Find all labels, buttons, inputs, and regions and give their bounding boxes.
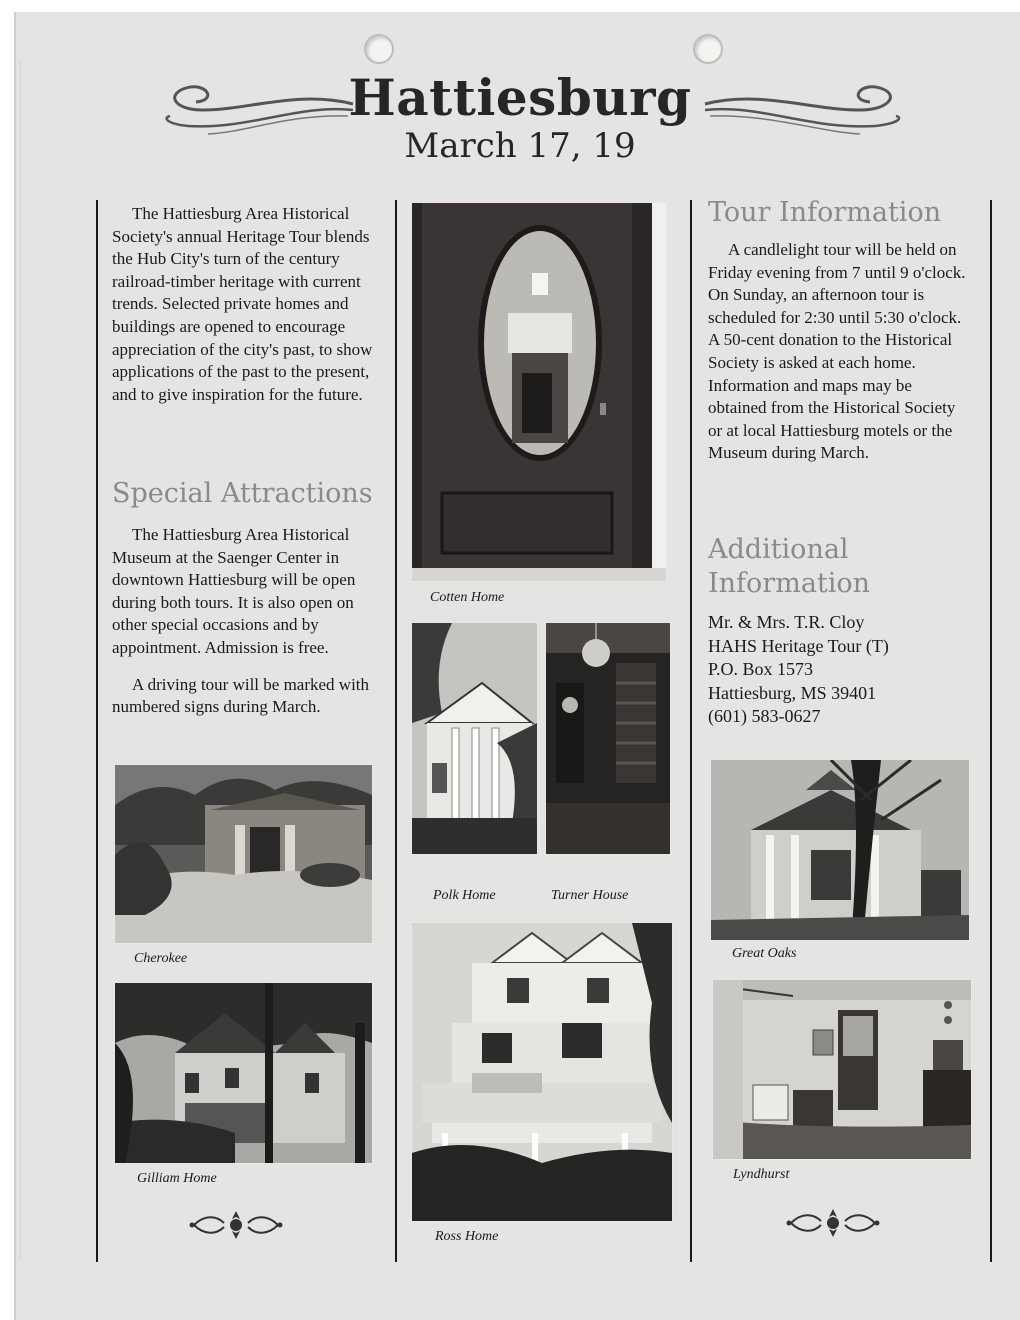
additional-heading-line2: Information	[708, 568, 871, 599]
driving-tour-paragraph: A driving tour will be marked with numbered signs during March.	[112, 674, 370, 717]
page-edge	[20, 60, 21, 1260]
great-oaks-photo	[710, 759, 970, 941]
special-attractions-text	[112, 524, 374, 733]
address-line-5: (601) 583-0627	[708, 706, 821, 726]
special-attractions-heading: Special Attractions	[112, 478, 373, 509]
additional-heading-line1: Additional	[708, 534, 849, 565]
tour-information-text	[708, 239, 970, 479]
cotten-home-photo	[411, 202, 667, 582]
tour-paragraph: A candlelight tour will be held on Friday evening from 7 until 9 o'clock. On Sunday, an afternoon tour is scheduled for 2:30 until 5:30 o'clock. A 50-cent donation to the Historical Society is asked at each home. Information and maps may be obtained from the Historical Society or at local Hattiesburg motels or the Museum during March.	[708, 240, 966, 463]
intro-paragraph	[112, 203, 374, 420]
ross-home-photo	[411, 922, 673, 1222]
rule-right-inner	[690, 200, 692, 1262]
polk-home-photo	[411, 622, 538, 855]
gilliam-home-photo	[114, 982, 373, 1164]
cotten-caption: Cotten Home	[430, 590, 505, 605]
address-line-3: P.O. Box 1573	[708, 659, 814, 679]
gilliam-caption: Gilliam Home	[137, 1171, 217, 1186]
museum-paragraph: The Hattiesburg Area Historical Museum at the Saenger Center in downtown Hattiesburg will be open during both tours. It is also open on other special occasions and by appointment. Admission is free.	[112, 525, 356, 657]
great-oaks-caption: Great Oaks	[732, 946, 797, 961]
turner-caption: Turner House	[551, 888, 629, 903]
left-swirl-ornament	[148, 70, 358, 140]
page-date: March 17, 19	[404, 126, 636, 166]
left-footer-ornament	[186, 1207, 286, 1243]
lyndhurst-photo	[712, 979, 972, 1160]
binder-hole-left	[364, 34, 394, 64]
rule-right-outer	[990, 200, 992, 1262]
ross-caption: Ross Home	[435, 1229, 499, 1244]
additional-information-heading	[708, 533, 978, 601]
contact-address	[708, 611, 968, 729]
polk-caption: Polk Home	[433, 888, 496, 903]
address-line-4: Hattiesburg, MS 39401	[708, 682, 877, 703]
tour-information-heading: Tour Information	[708, 197, 942, 228]
cherokee-caption: Cherokee	[134, 951, 188, 966]
cherokee-photo	[114, 764, 373, 944]
intro-text: The Hattiesburg Area Historical Society's annual Heritage Tour blends the Hub City's turn of the century railroad-timber heritage with current trends. Selected private homes and buildings are opened to encourage appreciation of the city's past, to show applications of the past to the present, and to give inspiration for the future.	[112, 204, 373, 404]
right-footer-ornament	[783, 1205, 883, 1241]
page-title: Hattiesburg	[348, 68, 692, 127]
address-line-1: Mr. & Mrs. T.R. Cloy	[708, 612, 865, 632]
right-swirl-ornament	[700, 70, 920, 140]
rule-left-inner	[395, 200, 397, 1262]
lyndhurst-caption: Lyndhurst	[733, 1167, 790, 1182]
turner-house-photo	[545, 622, 671, 855]
rule-left-outer	[96, 200, 98, 1262]
address-line-2: HAHS Heritage Tour (T)	[708, 635, 889, 656]
binder-hole-right	[693, 34, 723, 64]
